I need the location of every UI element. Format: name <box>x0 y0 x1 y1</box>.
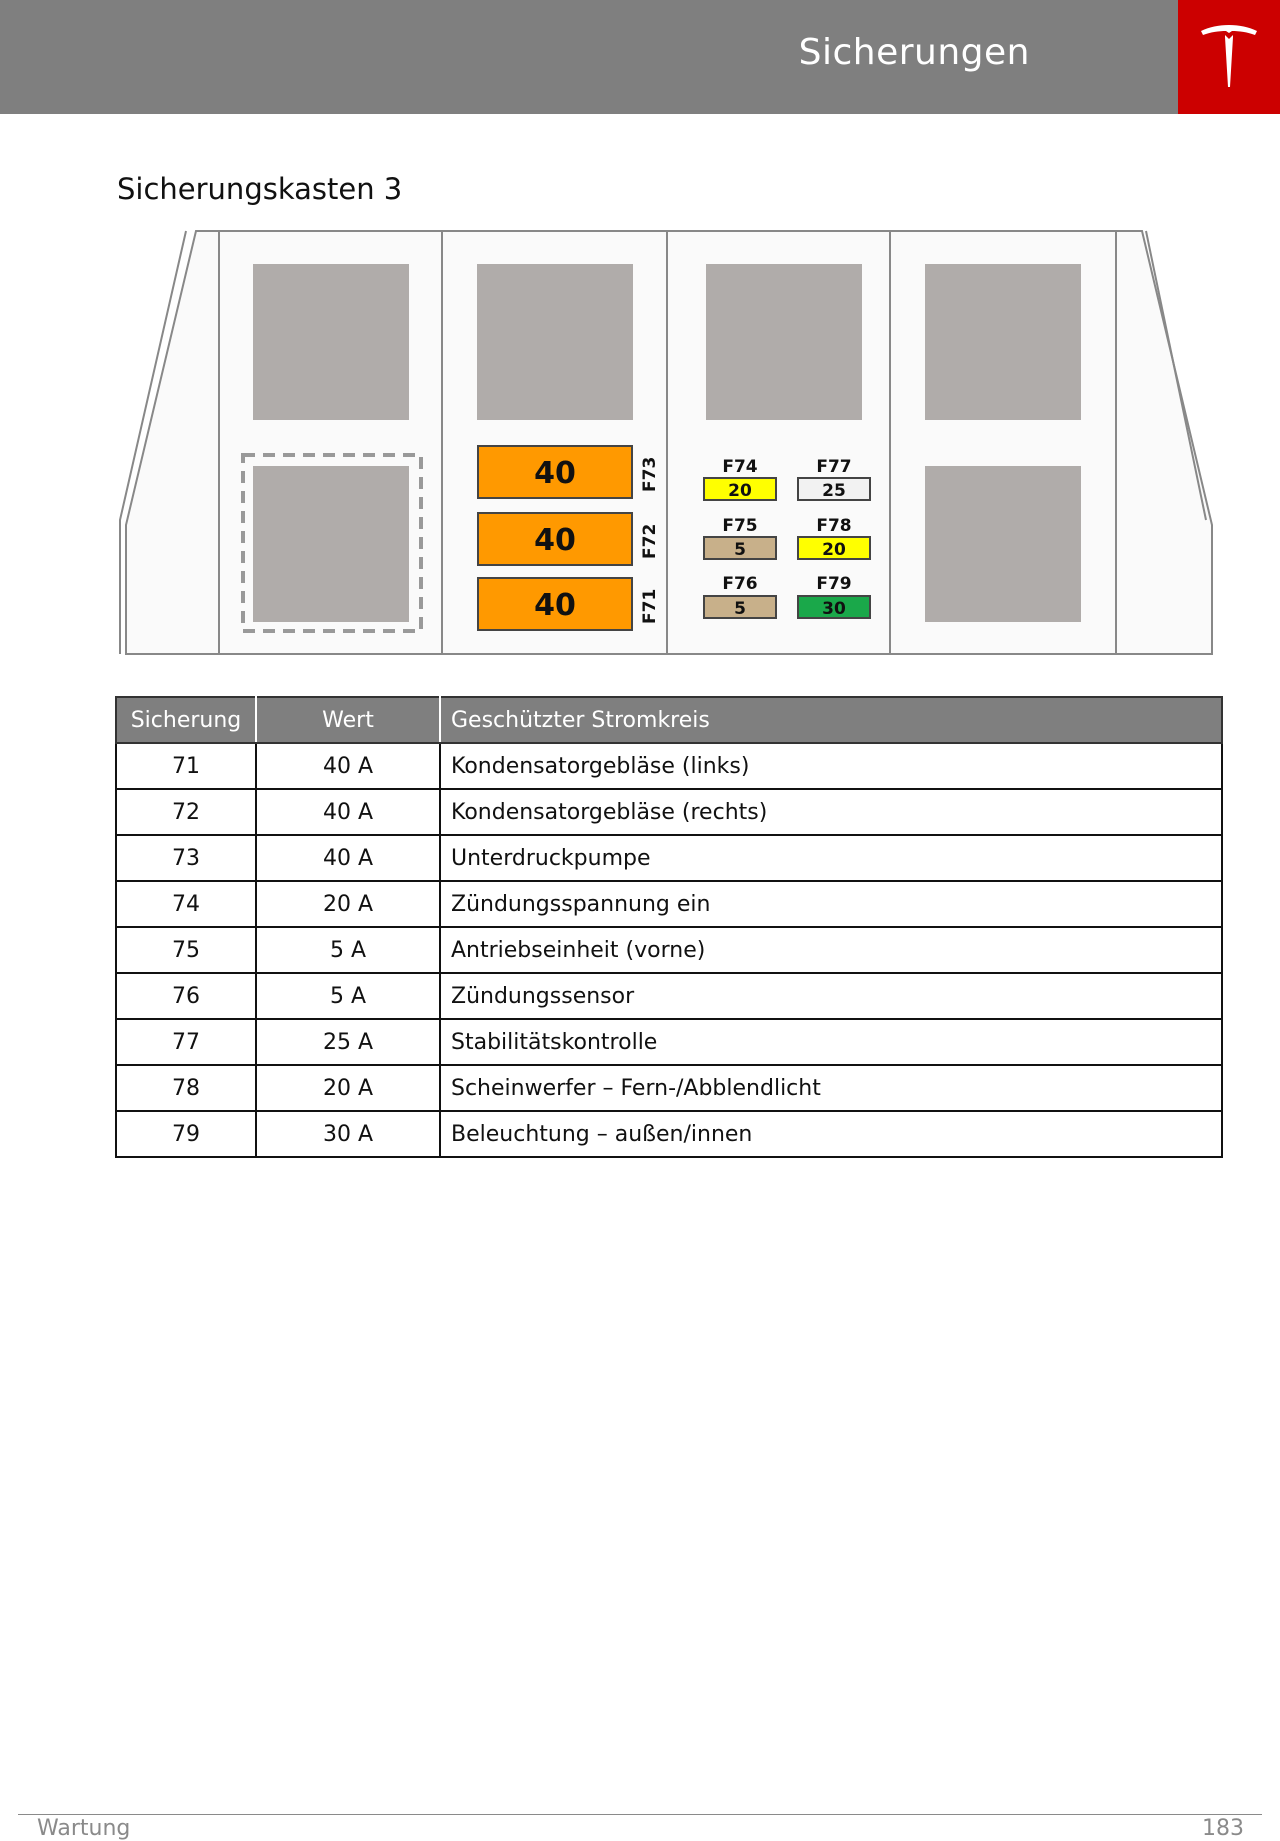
large-fuse-f71 <box>478 578 660 630</box>
fuse-value: 20 <box>728 481 752 501</box>
table-cell: Scheinwerfer – Fern-/Abblendlicht <box>440 1065 1222 1111</box>
column-header: Sicherung <box>116 697 256 743</box>
table-cell: 40 A <box>256 789 440 835</box>
table-cell: 25 A <box>256 1019 440 1065</box>
fuse-box-diagram <box>0 0 1280 680</box>
table-cell: 20 A <box>256 881 440 927</box>
table-cell: 40 A <box>256 835 440 881</box>
footer-divider <box>18 1814 1262 1815</box>
fuse-id: F72 <box>640 523 660 559</box>
table-cell: 75 <box>116 927 256 973</box>
table-cell: Zündungsspannung ein <box>440 881 1222 927</box>
table-cell: 76 <box>116 973 256 1019</box>
column-header: Geschützter Stromkreis <box>440 697 1222 743</box>
section-title: Sicherungskasten 3 <box>117 172 403 206</box>
fuse-id: F75 <box>722 516 758 536</box>
fuse-id: F74 <box>722 457 758 477</box>
table-cell: Kondensatorgebläse (rechts) <box>440 789 1222 835</box>
relay-block <box>925 264 1081 420</box>
relay-block <box>706 264 862 420</box>
table-cell: 5 A <box>256 927 440 973</box>
fuse-value: 5 <box>734 599 746 619</box>
fuse-id: F78 <box>816 516 852 536</box>
large-fuse-f73 <box>478 446 660 498</box>
table-cell: Unterdruckpumpe <box>440 835 1222 881</box>
fuse-value: 5 <box>734 540 746 560</box>
table-row <box>116 973 1222 1019</box>
table-cell: 30 A <box>256 1111 440 1157</box>
footer-section-label: Wartung <box>37 1816 131 1841</box>
table-cell: 73 <box>116 835 256 881</box>
fuse-value: 40 <box>534 588 576 623</box>
fuse-id: F76 <box>722 574 758 594</box>
table-row <box>116 743 1222 789</box>
table-cell: 20 A <box>256 1065 440 1111</box>
page-number: 183 <box>1202 1816 1244 1841</box>
fuse-id: F79 <box>816 574 852 594</box>
table-cell: Beleuchtung – außen/innen <box>440 1111 1222 1157</box>
table-row <box>116 789 1222 835</box>
fuse-id: F73 <box>640 456 660 492</box>
fuse-id: F77 <box>816 457 852 477</box>
large-fuse-f72 <box>478 513 660 565</box>
page-header-title: Sicherungen <box>798 32 1030 73</box>
fuse-table <box>115 696 1223 1158</box>
fuse-value: 30 <box>822 599 846 619</box>
table-cell: Zündungssensor <box>440 973 1222 1019</box>
table-cell: Antriebseinheit (vorne) <box>440 927 1222 973</box>
table-row <box>116 1111 1222 1157</box>
fuse-value: 20 <box>822 540 846 560</box>
table-cell: 72 <box>116 789 256 835</box>
table-cell: 40 A <box>256 743 440 789</box>
table-cell: 74 <box>116 881 256 927</box>
fuse-value: 40 <box>534 456 576 491</box>
fuse-value: 25 <box>822 481 846 501</box>
table-row <box>116 835 1222 881</box>
table-row <box>116 1019 1222 1065</box>
column-header: Wert <box>256 697 440 743</box>
table-cell: Kondensatorgebläse (links) <box>440 743 1222 789</box>
table-cell: 5 A <box>256 973 440 1019</box>
table-row <box>116 881 1222 927</box>
table-cell: Stabilitätskontrolle <box>440 1019 1222 1065</box>
table-cell: 71 <box>116 743 256 789</box>
table-header-row <box>116 697 1222 743</box>
fuse-id: F71 <box>640 588 660 624</box>
table-row <box>116 927 1222 973</box>
table-cell: 77 <box>116 1019 256 1065</box>
relay-block <box>477 264 633 420</box>
relay-block <box>925 466 1081 622</box>
table-row <box>116 1065 1222 1111</box>
table-cell: 78 <box>116 1065 256 1111</box>
relay-block <box>253 466 409 622</box>
fuse-value: 40 <box>534 523 576 558</box>
relay-block <box>253 264 409 420</box>
table-cell: 79 <box>116 1111 256 1157</box>
